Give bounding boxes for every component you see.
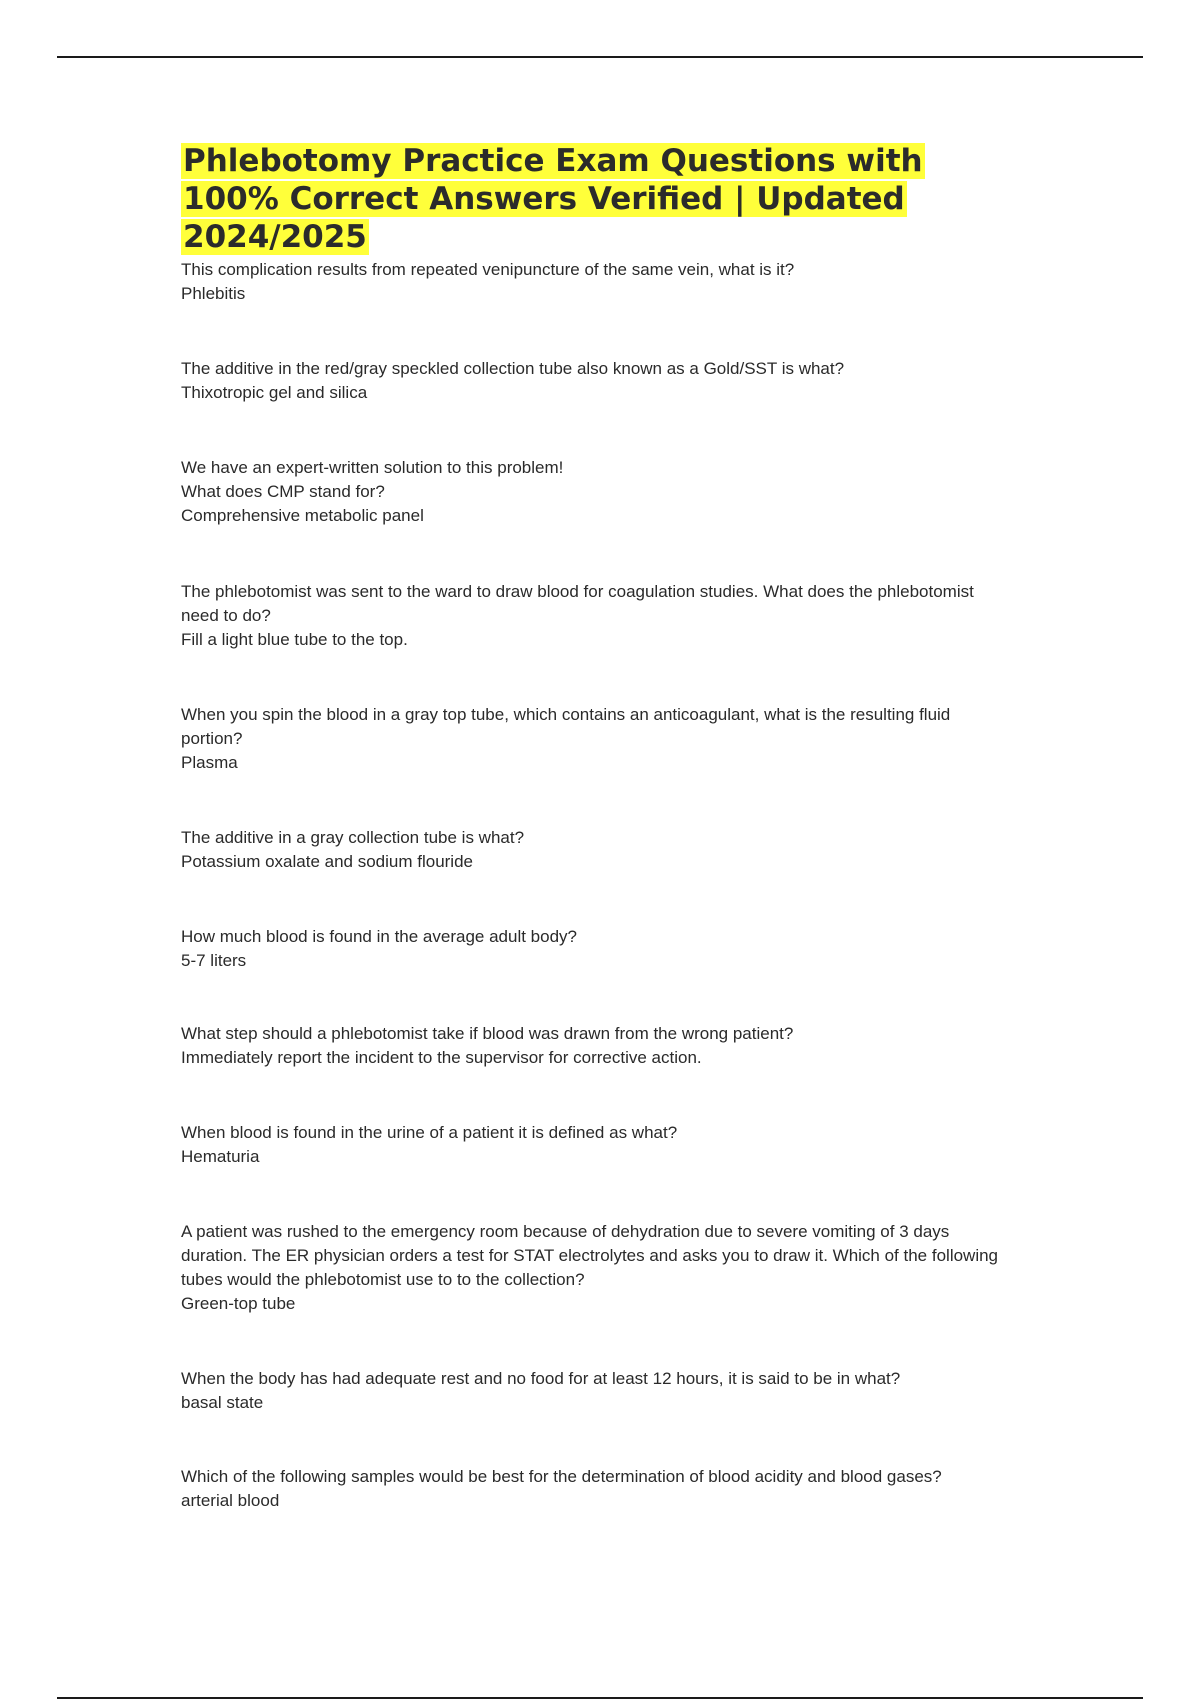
question-text: Which of the following samples would be best for the determination of blood acidity and blood gases? <box>181 1467 942 1486</box>
question-text: The additive in the red/gray speckled collection tube also known as a Gold/SST is what? <box>181 359 845 378</box>
question-text: What step should a phlebotomist take if blood was drawn from the wrong patient? <box>181 1024 794 1043</box>
answer-text: Thixotropic gel and silica <box>181 383 368 402</box>
answer-text: Plasma <box>181 753 238 772</box>
qa-item <box>181 1367 1011 1415</box>
answer-text: arterial blood <box>181 1491 280 1510</box>
qa-item <box>181 258 1011 306</box>
answer-text: Potassium oxalate and sodium flouride <box>181 852 473 871</box>
answer-text: Hematuria <box>181 1147 260 1166</box>
question-text: How much blood is found in the average adult body? <box>181 927 577 946</box>
qa-item <box>181 357 1011 405</box>
qa-item <box>181 1220 1011 1316</box>
qa-item <box>181 1022 1011 1070</box>
question-text: The additive in a gray collection tube is what? <box>181 828 525 847</box>
qa-item <box>181 456 1011 528</box>
page-title <box>181 142 981 256</box>
question-text: When blood is found in the urine of a patient it is defined as what? <box>181 1123 678 1142</box>
question-text: What does CMP stand for? <box>181 482 385 501</box>
footer-rule <box>57 1697 1143 1699</box>
answer-text: 5-7 liters <box>181 951 247 970</box>
answer-text: Immediately report the incident to the supervisor for corrective action. <box>181 1048 702 1067</box>
question-text: This complication results from repeated venipuncture of the same vein, what is it? <box>181 260 795 279</box>
qa-item <box>181 580 1011 652</box>
page-title-text: Phlebotomy Practice Exam Questions with 100% Correct Answers Verified | Updated 2024/2025 <box>183 143 923 255</box>
answer-text: basal state <box>181 1393 264 1412</box>
question-text: A patient was rushed to the emergency room because of dehydration due to severe vomiting of 3 days duration. The ER physician orders a test for STAT electrolytes and asks you to draw it. Which of the following tubes would the phlebotomist use to to the collection? <box>181 1222 999 1289</box>
qa-item <box>181 826 1011 874</box>
note-text: We have an expert-written solution to this problem! <box>181 458 564 477</box>
answer-text: Comprehensive metabolic panel <box>181 506 424 525</box>
answer-text: Green-top tube <box>181 1294 296 1313</box>
question-text: The phlebotomist was sent to the ward to draw blood for coagulation studies. What does the phlebotomist need to do? <box>181 582 974 625</box>
question-text: When you spin the blood in a gray top tube, which contains an anticoagulant, what is the resulting fluid portion? <box>181 705 951 748</box>
qa-item <box>181 1465 1011 1513</box>
question-text: When the body has had adequate rest and no food for at least 12 hours, it is said to be in what? <box>181 1369 901 1388</box>
header-rule <box>57 56 1143 58</box>
answer-text: Phlebitis <box>181 284 246 303</box>
answer-text: Fill a light blue tube to the top. <box>181 630 408 649</box>
qa-item <box>181 925 1011 973</box>
qa-item <box>181 703 1011 775</box>
qa-item <box>181 1121 1011 1169</box>
